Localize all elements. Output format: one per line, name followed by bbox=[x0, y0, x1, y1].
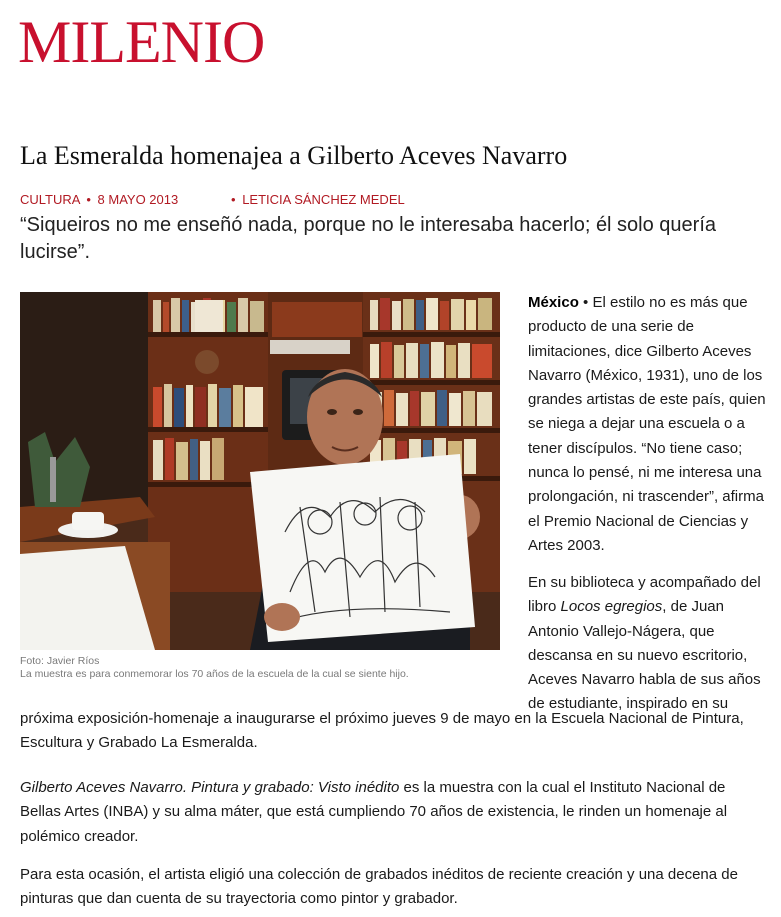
paragraph-2 bbox=[528, 571, 771, 717]
author-link[interactable]: LETICIA SÁNCHEZ MEDEL bbox=[242, 192, 405, 207]
section-link[interactable]: CULTURA bbox=[20, 192, 80, 207]
paragraph-3-text: es la muestra con la cual el Instituto Nacional de Bellas Artes (INBA) y su alma máter, que está cumpliendo 70 años de existencia, le rinden un homenaje al polémico creador. bbox=[20, 779, 728, 845]
article-photo[interactable] bbox=[20, 292, 500, 650]
meta-separator: • bbox=[86, 192, 91, 207]
photo-credit: Foto: Javier Ríos bbox=[20, 655, 100, 667]
paragraph-1 bbox=[528, 291, 768, 558]
paragraph-2-text-b: , de Juan Antonio Vallejo-Nágera, que descansa en su nuevo escritorio, Aceves Navarro habla de sus años de estudiante, inspirado en su bbox=[528, 598, 761, 713]
paragraph-1-text: El estilo no es más que producto de una serie de limitaciones, dice Gilberto Aceves Navarro (México, 1931), uno de los grandes artistas de este país, quien se niega a dejar una escuela o a tener discípulos. “No tiene caso; nunca lo pensé, ni me interesa una prolongación, ni trascender”, afirma el Premio Nacional de Ciencias y Artes 2003. bbox=[528, 294, 766, 554]
exhibition-title: Gilberto Aceves Navarro. Pintura y grabado: Visto inédito bbox=[20, 779, 400, 796]
paragraph-2-text-a: En su biblioteca y acompañado del libro bbox=[528, 574, 761, 616]
article-lead: “Siqueiros no me enseñó nada, porque no le interesaba hacerlo; él solo quería lucirse”. bbox=[20, 214, 717, 263]
paragraph-3 bbox=[20, 776, 765, 849]
book-title: Locos egregios bbox=[560, 598, 663, 616]
article-date: 8 MAYO 2013 bbox=[97, 192, 179, 207]
article-meta bbox=[20, 192, 405, 208]
article-title: La Esmeralda homenajea a Gilberto Aceves Navarro bbox=[20, 141, 568, 170]
photo-illustration bbox=[20, 292, 500, 650]
paragraph-2-continued: próxima exposición-homenaje a inaugurarse el próximo jueves 9 de mayo en la Escuela Nacional de Pintura, Escultura y Grabado La Esmeralda. bbox=[20, 710, 744, 752]
photo-caption: La muestra es para conmemorar los 70 años de la escuela de la cual se siente hijo. bbox=[20, 668, 409, 680]
paragraph-4: Para esta ocasión, el artista eligió una colección de grabados inéditos de reciente creación y una decena de pinturas que dan cuenta de su trayectoria como pintor y grabador. bbox=[20, 866, 738, 908]
dateline-place: México bbox=[528, 294, 579, 311]
meta-separator: • bbox=[231, 192, 236, 207]
dateline-separator: • bbox=[583, 294, 589, 311]
milenio-logo[interactable]: MILENIO bbox=[18, 9, 265, 75]
